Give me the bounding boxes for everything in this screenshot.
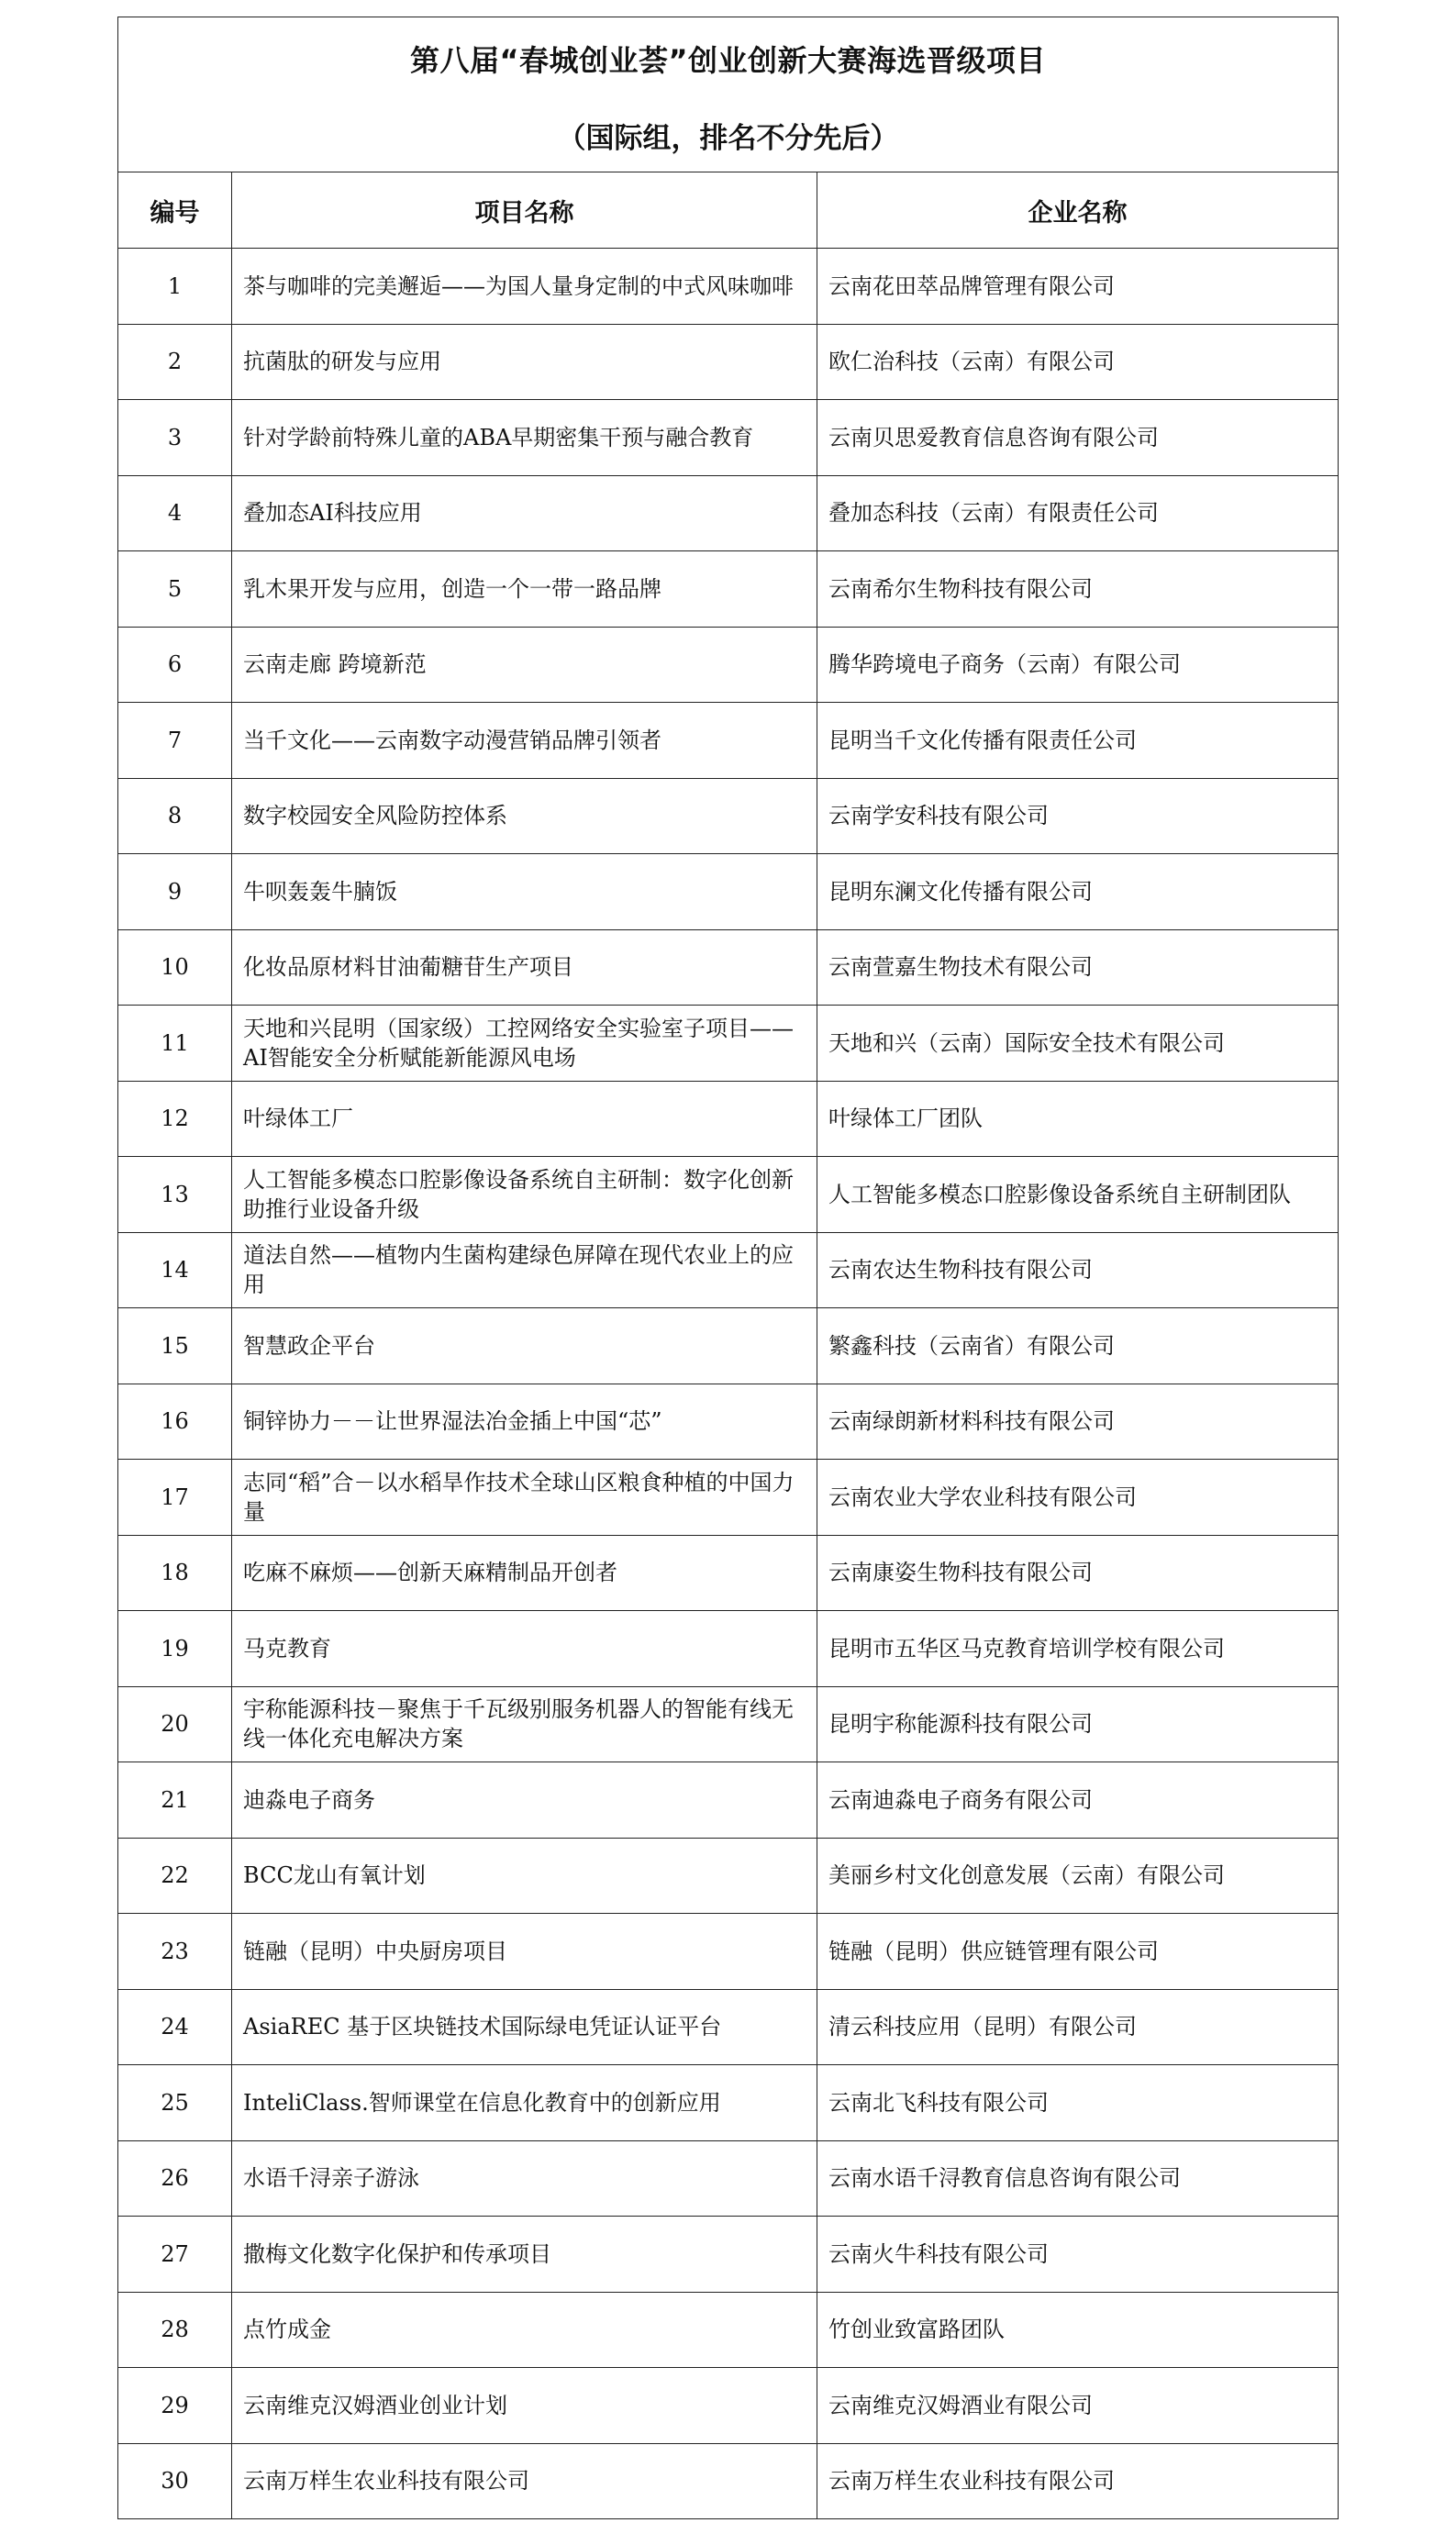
row-number: 3	[118, 400, 232, 476]
company-name: 清云科技应用（昆明）有限公司	[817, 1989, 1339, 2065]
company-name: 云南绿朗新材料科技有限公司	[817, 1384, 1339, 1460]
row-number: 1	[118, 249, 232, 325]
row-number: 30	[118, 2443, 232, 2519]
row-number: 16	[118, 1384, 232, 1460]
company-name: 云南北飞科技有限公司	[817, 2065, 1339, 2141]
row-number: 28	[118, 2292, 232, 2368]
company-name: 昆明宇称能源科技有限公司	[817, 1686, 1339, 1762]
project-name: 叠加态AI科技应用	[232, 475, 817, 551]
table-row	[118, 324, 1339, 400]
document	[117, 17, 1338, 2519]
project-name: 云南万样生农业科技有限公司	[232, 2443, 817, 2519]
project-name: 牛呗轰轰牛腩饭	[232, 854, 817, 930]
table-row	[118, 475, 1339, 551]
table-row	[118, 1535, 1339, 1611]
table-row	[118, 1460, 1339, 1536]
row-number: 6	[118, 627, 232, 703]
company-name: 链融（昆明）供应链管理有限公司	[817, 1914, 1339, 1990]
table-row	[118, 1611, 1339, 1687]
row-number: 21	[118, 1762, 232, 1839]
table-row	[118, 2065, 1339, 2141]
project-name: 宇称能源科技－聚焦于千瓦级别服务机器人的智能有线无线一体化充电解决方案	[232, 1686, 817, 1762]
table-row	[118, 1157, 1339, 1233]
project-name: 天地和兴昆明（国家级）工控网络安全实验室子项目——AI智能安全分析赋能新能源风电场	[232, 1006, 817, 1082]
project-name: 志同“稻”合－以水稻旱作技术全球山区粮食种植的中国力量	[232, 1460, 817, 1536]
project-name: 链融（昆明）中央厨房项目	[232, 1914, 817, 1990]
table-row	[118, 854, 1339, 930]
project-name: InteliClass.智师课堂在信息化教育中的创新应用	[232, 2065, 817, 2141]
table-row	[118, 1989, 1339, 2065]
row-number: 20	[118, 1686, 232, 1762]
row-number: 24	[118, 1989, 232, 2065]
document-title: 第八届“春城创业荟”创业创新大赛海选晋级项目	[409, 43, 1047, 78]
project-table	[117, 17, 1339, 2519]
row-number: 18	[118, 1535, 232, 1611]
company-name: 天地和兴（云南）国际安全技术有限公司	[817, 1006, 1339, 1082]
project-name: 道法自然——植物内生菌构建绿色屏障在现代农业上的应用	[232, 1232, 817, 1308]
table-row	[118, 2368, 1339, 2444]
row-number: 22	[118, 1838, 232, 1914]
table-row	[118, 1006, 1339, 1082]
company-name: 云南迪淼电子商务有限公司	[817, 1762, 1339, 1839]
row-number: 10	[118, 929, 232, 1006]
company-name: 昆明当千文化传播有限责任公司	[817, 703, 1339, 779]
row-number: 25	[118, 2065, 232, 2141]
company-name: 云南万样生农业科技有限公司	[817, 2443, 1339, 2519]
table-row	[118, 1762, 1339, 1839]
row-number: 27	[118, 2217, 232, 2293]
table-row	[118, 400, 1339, 476]
company-name: 昆明东澜文化传播有限公司	[817, 854, 1339, 930]
project-name: 撒梅文化数字化保护和传承项目	[232, 2217, 817, 2293]
company-name: 云南花田萃品牌管理有限公司	[817, 249, 1339, 325]
row-number: 14	[118, 1232, 232, 1308]
row-number: 9	[118, 854, 232, 930]
project-name: 当千文化——云南数字动漫营销品牌引领者	[232, 703, 817, 779]
header-row	[118, 172, 1339, 249]
company-name: 美丽乡村文化创意发展（云南）有限公司	[817, 1838, 1339, 1914]
project-name: 针对学龄前特殊儿童的ABA早期密集干预与融合教育	[232, 400, 817, 476]
table-row	[118, 249, 1339, 325]
row-number: 11	[118, 1006, 232, 1082]
project-name: 抗菌肽的研发与应用	[232, 324, 817, 400]
table-row	[118, 627, 1339, 703]
project-name: 数字校园安全风险防控体系	[232, 778, 817, 854]
row-number: 15	[118, 1308, 232, 1384]
row-number: 29	[118, 2368, 232, 2444]
table-row	[118, 1838, 1339, 1914]
company-name: 繁鑫科技（云南省）有限公司	[817, 1308, 1339, 1384]
project-name: 马克教育	[232, 1611, 817, 1687]
row-number: 19	[118, 1611, 232, 1687]
row-number: 2	[118, 324, 232, 400]
row-number: 17	[118, 1460, 232, 1536]
table-row	[118, 1384, 1339, 1460]
document-subtitle: （国际组，排名不分先后）	[557, 122, 899, 155]
title-block	[118, 17, 1339, 172]
company-name: 云南农达生物科技有限公司	[817, 1232, 1339, 1308]
company-name: 叶绿体工厂团队	[817, 1081, 1339, 1157]
header-company: 企业名称	[817, 172, 1339, 249]
table-row	[118, 2217, 1339, 2293]
company-name: 云南火牛科技有限公司	[817, 2217, 1339, 2293]
row-number: 13	[118, 1157, 232, 1233]
row-number: 4	[118, 475, 232, 551]
company-name: 云南贝思爱教育信息咨询有限公司	[817, 400, 1339, 476]
project-name: 乳木果开发与应用，创造一个一带一路品牌	[232, 551, 817, 628]
row-number: 8	[118, 778, 232, 854]
row-number: 23	[118, 1914, 232, 1990]
company-name: 云南农业大学农业科技有限公司	[817, 1460, 1339, 1536]
table-row	[118, 2443, 1339, 2519]
project-name: 化妆品原材料甘油葡糖苷生产项目	[232, 929, 817, 1006]
table-row	[118, 1686, 1339, 1762]
table-row	[118, 1232, 1339, 1308]
company-name: 云南维克汉姆酒业有限公司	[817, 2368, 1339, 2444]
header-project: 项目名称	[232, 172, 817, 249]
company-name: 人工智能多模态口腔影像设备系统自主研制团队	[817, 1157, 1339, 1233]
table-row	[118, 2140, 1339, 2217]
project-name: 智慧政企平台	[232, 1308, 817, 1384]
row-number: 12	[118, 1081, 232, 1157]
table-row	[118, 551, 1339, 628]
company-name: 叠加态科技（云南）有限责任公司	[817, 475, 1339, 551]
company-name: 竹创业致富路团队	[817, 2292, 1339, 2368]
company-name: 云南水语千浔教育信息咨询有限公司	[817, 2140, 1339, 2217]
company-name: 云南学安科技有限公司	[817, 778, 1339, 854]
company-name: 欧仁治科技（云南）有限公司	[817, 324, 1339, 400]
company-name: 云南希尔生物科技有限公司	[817, 551, 1339, 628]
row-number: 7	[118, 703, 232, 779]
project-name: 迪淼电子商务	[232, 1762, 817, 1839]
company-name: 腾华跨境电子商务（云南）有限公司	[817, 627, 1339, 703]
project-name: AsiaREC 基于区块链技术国际绿电凭证认证平台	[232, 1989, 817, 2065]
row-number: 26	[118, 2140, 232, 2217]
table-row	[118, 703, 1339, 779]
company-name: 云南萱嘉生物技术有限公司	[817, 929, 1339, 1006]
project-name: 叶绿体工厂	[232, 1081, 817, 1157]
project-name: 吃麻不麻烦——创新天麻精制品开创者	[232, 1535, 817, 1611]
project-name: 点竹成金	[232, 2292, 817, 2368]
project-name: 云南走廊 跨境新范	[232, 627, 817, 703]
project-name: 人工智能多模态口腔影像设备系统自主研制：数字化创新助推行业设备升级	[232, 1157, 817, 1233]
table-row	[118, 1308, 1339, 1384]
project-name: 水语千浔亲子游泳	[232, 2140, 817, 2217]
company-name: 云南康姿生物科技有限公司	[817, 1535, 1339, 1611]
table-row	[118, 2292, 1339, 2368]
row-number: 5	[118, 551, 232, 628]
table-row	[118, 929, 1339, 1006]
table-row	[118, 1914, 1339, 1990]
project-name: 茶与咖啡的完美邂逅——为国人量身定制的中式风味咖啡	[232, 249, 817, 325]
table-row	[118, 778, 1339, 854]
project-name: 云南维克汉姆酒业创业计划	[232, 2368, 817, 2444]
header-number: 编号	[118, 172, 232, 249]
table-row	[118, 1081, 1339, 1157]
project-name: BCC龙山有氧计划	[232, 1838, 817, 1914]
project-name: 铜锌协力－－让世界湿法冶金插上中国“芯”	[232, 1384, 817, 1460]
company-name: 昆明市五华区马克教育培训学校有限公司	[817, 1611, 1339, 1687]
